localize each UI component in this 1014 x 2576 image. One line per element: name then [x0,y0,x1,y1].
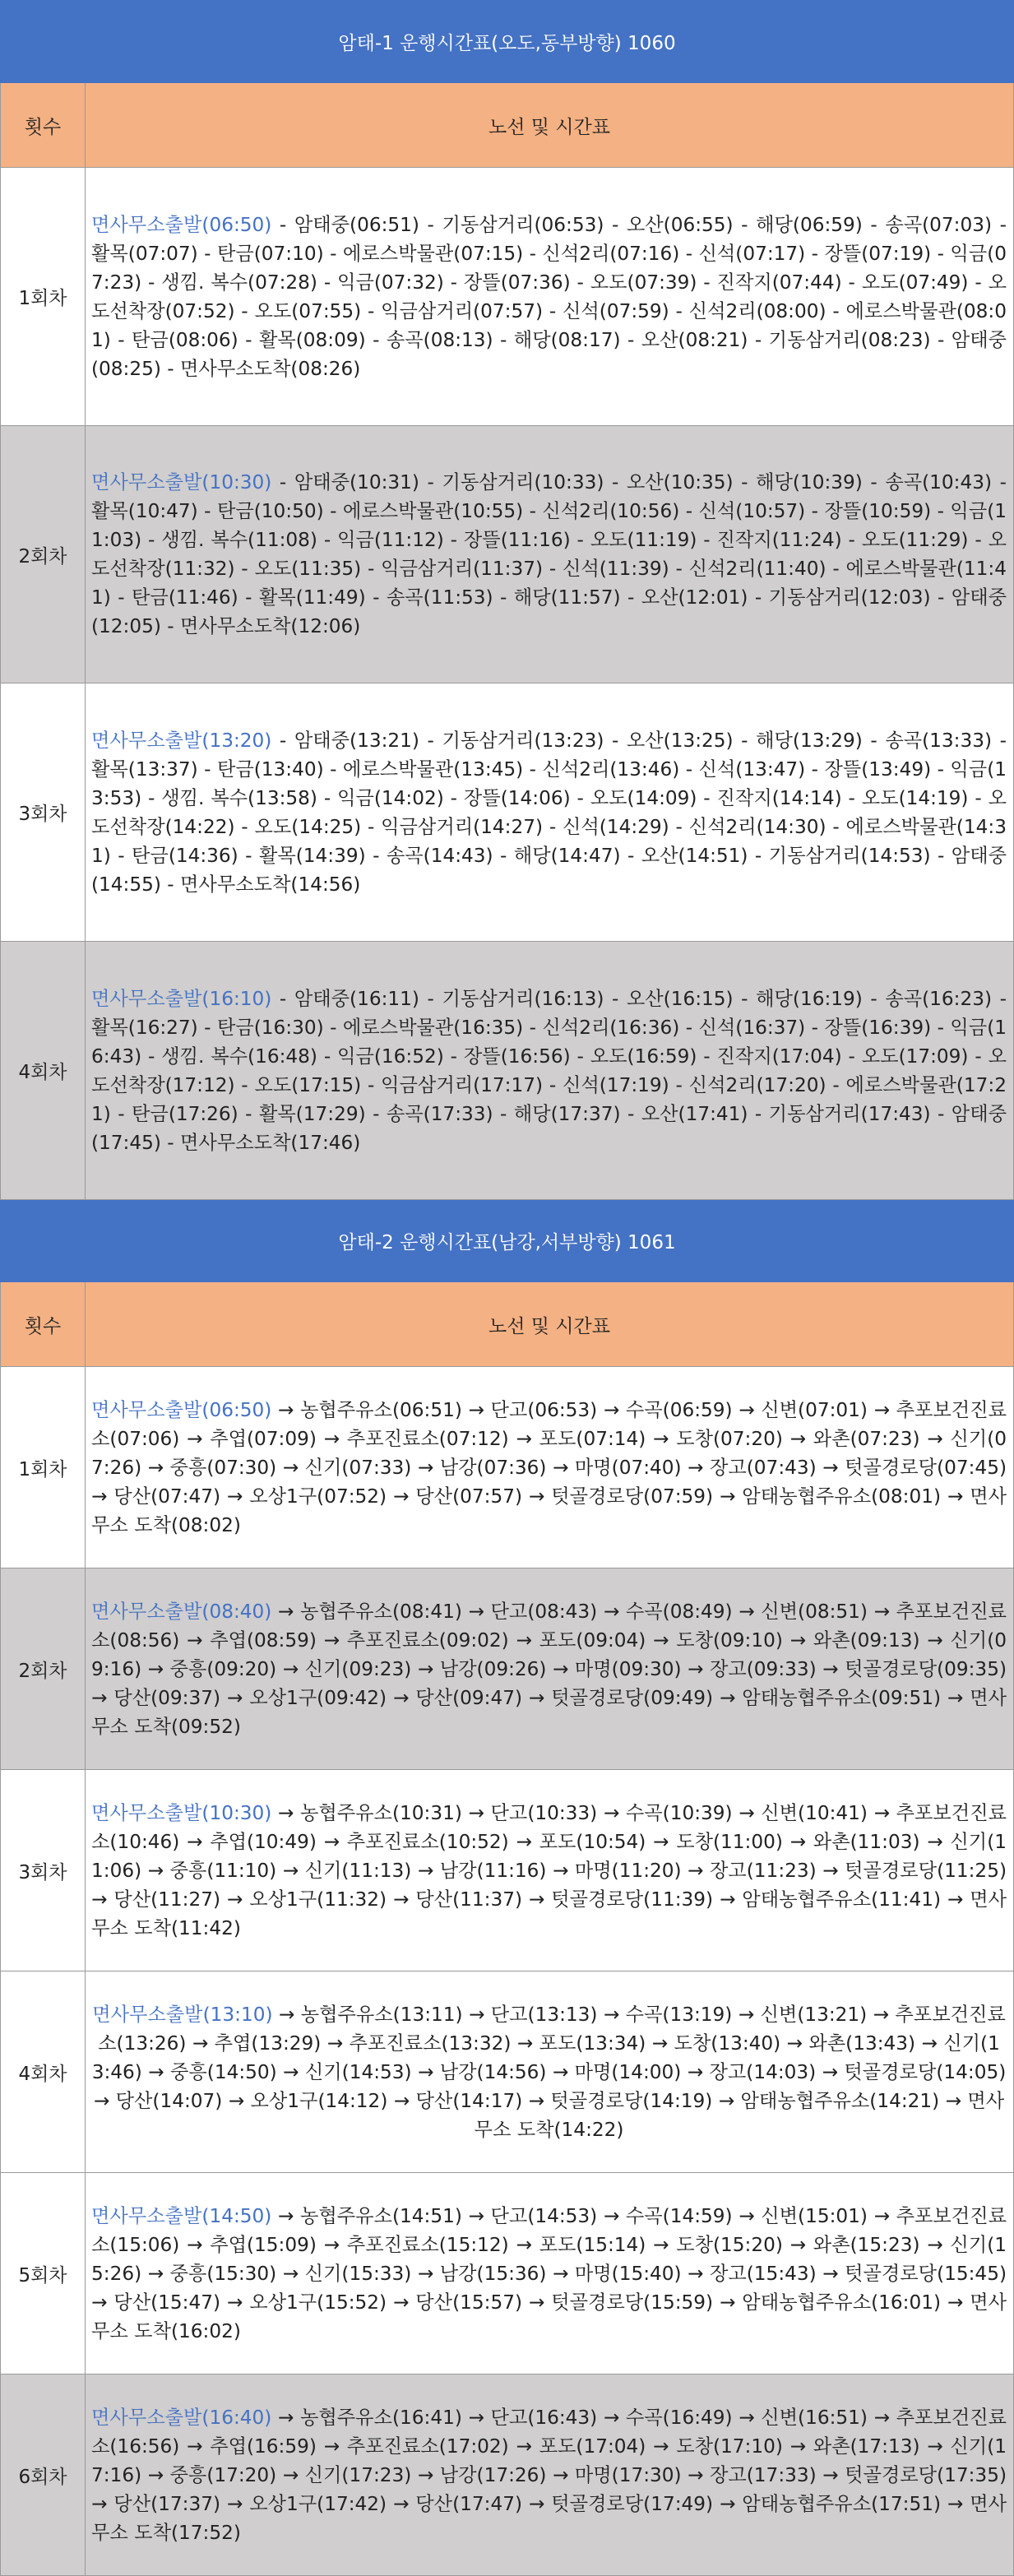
table2-header-route: 노선 및 시간표 [86,1282,1014,1367]
table2-header-trip: 횟수 [1,1282,86,1367]
trip-route [86,1367,1014,1568]
route-stops: - 암태중(13:21) - 기동삼거리(13:23) - 오산(13:25) - 해당(13:29) - 송곡(13:33) - 활목(13:37) - 탄금(13:40) - 에로스박물관(13:45) - 신석2리(13:46) - 신석(13:47) - 장뜰(13:49) - 익금(13:53) - 생낌. 복수(13:58) - 익금(14:02) - 장뜰(14:06) - 오도(14:09) - 진작지(14:14) - 오도(14:19) - 오도선착장(14:22) - 오도(14:25) - 익금삼거리(14:27) - 신석(14:29) - 신석2리(14:30) - 에로스박물관(14:31) - 탄금(14:36) - 활목(14:39) - 송곡(14:43) - 해당(14:47) - 오산(14:51) - 기동삼거리(14:53) - 암태중(14:55) - 면사무소도착(14:56) [91,729,1007,896]
trip-number: 5회차 [1,2173,86,2374]
table2-trip-row [1,1367,1014,1568]
table1-header-trip: 횟수 [1,83,86,168]
route-stops: → 농협주유소(13:11) → 단고(13:13) → 수곡(13:19) → 신변(13:21) → 추포보건진료소(13:26) → 추엽(13:29) → 추포진료소(13:32) → 포도(13:34) → 도창(13:40) → 와촌(13:43) → 신기(13:46) → 중흥(14:50) → 신기(14:53) → 남강(14:56) → 마명(14:00) → 장고(14:03) → 텃골경로당(14:05) → 당산(14:07) → 오상1구(14:12) → 당산(14:17) → 텃골경로당(14:19) → 암태농협주유소(14:21) → 면사무소 도착(14:22) [91,2003,1007,2141]
trip-number: 4회차 [1,942,86,1200]
route-stops: → 농협주유소(16:41) → 단고(16:43) → 수곡(16:49) → 신변(16:51) → 추포보건진료소(16:56) → 추엽(16:59) → 추포진료소(17:02) → 포도(17:04) → 도창(17:10) → 와촌(17:13) → 신기(17:16) → 중흥(17:20) → 신기(17:23) → 남강(17:26) → 마명(17:30) → 장고(17:33) → 텃골경로당(17:35) → 당산(17:37) → 오상1구(17:42) → 당산(17:47) → 텃골경로당(17:49) → 암태농협주유소(17:51) → 면사무소 도착(17:52) [91,2406,1007,2544]
table2-title: 암태-2 운행시간표(남강,서부방향) 1061 [1,1200,1014,1282]
trip-number: 2회차 [1,426,86,683]
departure-time: 면사무소출발(13:20) [91,729,272,752]
route-stops: → 농협주유소(14:51) → 단고(14:53) → 수곡(14:59) → 신변(15:01) → 추포보건진료소(15:06) → 추엽(15:09) → 추포진료소(15:12) → 포도(15:14) → 도창(15:20) → 와촌(15:23) → 신기(15:26) → 중흥(15:30) → 신기(15:33) → 남강(15:36) → 마명(15:40) → 장고(15:43) → 텃골경로당(15:45) → 당산(15:47) → 오상1구(15:52) → 당산(15:57) → 텃골경로당(15:59) → 암태농협주유소(16:01) → 면사무소 도착(16:02) [91,2204,1007,2342]
route-stops: - 암태중(16:11) - 기동삼거리(16:13) - 오산(16:15) - 해당(16:19) - 송곡(16:23) - 활목(16:27) - 탄금(16:30) - 에로스박물관(16:35) - 신석2리(16:36) - 신석(16:37) - 장뜰(16:39) - 익금(16:43) - 생낌. 복수(16:48) - 익금(16:52) - 장뜰(16:56) - 오도(16:59) - 진작지(17:04) - 오도(17:09) - 오도선착장(17:12) - 오도(17:15) - 익금삼거리(17:17) - 신석(17:19) - 신석2리(17:20) - 에로스박물관(17:21) - 탄금(17:26) - 활목(17:29) - 송곡(17:33) - 해당(17:37) - 오산(17:41) - 기동삼거리(17:43) - 암태중(17:45) - 면사무소도착(17:46) [91,987,1007,1154]
table2-header-row [1,1282,1014,1367]
departure-time: 면사무소출발(10:30) [91,471,272,493]
table2-title-row [1,1200,1014,1282]
trip-route [86,168,1014,426]
trip-route [86,426,1014,683]
table1-trip-row [1,942,1014,1200]
trip-route [86,1568,1014,1770]
route-stops: → 농협주유소(06:51) → 단고(06:53) → 수곡(06:59) → 신변(07:01) → 추포보건진료소(07:06) → 추엽(07:09) → 추포진료소(07:12) → 포도(07:14) → 도창(07:20) → 와촌(07:23) → 신기(07:26) → 중흥(07:30) → 신기(07:33) → 남강(07:36) → 마명(07:40) → 장고(07:43) → 텃골경로당(07:45) → 당산(07:47) → 오상1구(07:52) → 당산(07:57) → 텃골경로당(07:59) → 암태농협주유소(08:01) → 면사무소 도착(08:02) [91,1398,1007,1536]
trip-route [86,1971,1014,2173]
table2-trip-row [1,1568,1014,1770]
trip-number: 4회차 [1,1971,86,2173]
trip-route [86,2374,1014,2576]
table1-header-row [1,83,1014,168]
trip-route [86,683,1014,942]
table2-trip-row [1,2173,1014,2374]
departure-time: 면사무소출발(06:50) [91,1398,272,1421]
departure-time: 면사무소출발(14:50) [91,2204,272,2227]
table1-trip-row [1,683,1014,942]
departure-time: 면사무소출발(16:40) [91,2406,272,2429]
table1-trip-row [1,426,1014,683]
table2-trip-row [1,2374,1014,2576]
route-stops: - 암태중(10:31) - 기동삼거리(10:33) - 오산(10:35) - 해당(10:39) - 송곡(10:43) - 활목(10:47) - 탄금(10:50) - 에로스박물관(10:55) - 신석2리(10:56) - 신석(10:57) - 장뜰(10:59) - 익금(11:03) - 생낌. 복수(11:08) - 익금(11:12) - 장뜰(11:16) - 오도(11:19) - 진작지(11:24) - 오도(11:29) - 오도선착장(11:32) - 오도(11:35) - 익금삼거리(11:37) - 신석(11:39) - 신석2리(11:40) - 에로스박물관(11:41) - 탄금(11:46) - 활목(11:49) - 송곡(11:53) - 해당(11:57) - 오산(12:01) - 기동삼거리(12:03) - 암태중(12:05) - 면사무소도착(12:06) [91,471,1007,637]
trip-number: 1회차 [1,168,86,426]
trip-number: 2회차 [1,1568,86,1770]
trip-route [86,2173,1014,2374]
route-stops: → 농협주유소(08:41) → 단고(08:43) → 수곡(08:49) → 신변(08:51) → 추포보건진료소(08:56) → 추엽(08:59) → 추포진료소(09:02) → 포도(09:04) → 도창(09:10) → 와촌(09:13) → 신기(09:16) → 중흥(09:20) → 신기(09:23) → 남강(09:26) → 마명(09:30) → 장고(09:33) → 텃골경로당(09:35) → 당산(09:37) → 오상1구(09:42) → 당산(09:47) → 텃골경로당(09:49) → 암태농협주유소(09:51) → 면사무소 도착(09:52) [91,1600,1007,1738]
table1-title-row [1,1,1014,83]
table1-title: 암태-1 운행시간표(오도,동부방향) 1060 [1,1,1014,83]
table1-trip-row [1,168,1014,426]
trip-number: 3회차 [1,1770,86,1971]
table2-trip-row [1,1971,1014,2173]
table1-header-route: 노선 및 시간표 [86,83,1014,168]
table2-trip-row [1,1770,1014,1971]
trip-number: 1회차 [1,1367,86,1568]
departure-time: 면사무소출발(13:10) [92,2003,273,2026]
route-stops: - 암태중(06:51) - 기동삼거리(06:53) - 오산(06:55) - 해당(06:59) - 송곡(07:03) - 활목(07:07) - 탄금(07:10) - 에로스박물관(07:15) - 신석2리(07:16) - 신석(07:17) - 장뜰(07:19) - 익금(07:23) - 생낌. 복수(07:28) - 익금(07:32) - 장뜰(07:36) - 오도(07:39) - 진작지(07:44) - 오도(07:49) - 오도선착장(07:52) - 오도(07:55) - 익금삼거리(07:57) - 신석(07:59) - 신석2리(08:00) - 에로스박물관(08:01) - 탄금(08:06) - 활목(08:09) - 송곡(08:13) - 해당(08:17) - 오산(08:21) - 기동삼거리(08:23) - 암태중(08:25) - 면사무소도착(08:26) [91,213,1007,380]
departure-time: 면사무소출발(16:10) [91,987,272,1010]
trip-route [86,942,1014,1200]
trip-number: 6회차 [1,2374,86,2576]
departure-time: 면사무소출발(08:40) [91,1600,272,1623]
departure-time: 면사무소출발(10:30) [91,1801,272,1824]
route-stops: → 농협주유소(10:31) → 단고(10:33) → 수곡(10:39) → 신변(10:41) → 추포보건진료소(10:46) → 추엽(10:49) → 추포진료소(10:52) → 포도(10:54) → 도창(11:00) → 와촌(11:03) → 신기(11:06) → 중흥(11:10) → 신기(11:13) → 남강(11:16) → 마명(11:20) → 장고(11:23) → 텃골경로당(11:25) → 당산(11:27) → 오상1구(11:32) → 당산(11:37) → 텃골경로당(11:39) → 암태농협주유소(11:41) → 면사무소 도착(11:42) [91,1801,1007,1939]
trip-route [86,1770,1014,1971]
departure-time: 면사무소출발(06:50) [91,213,272,236]
trip-number: 3회차 [1,683,86,942]
